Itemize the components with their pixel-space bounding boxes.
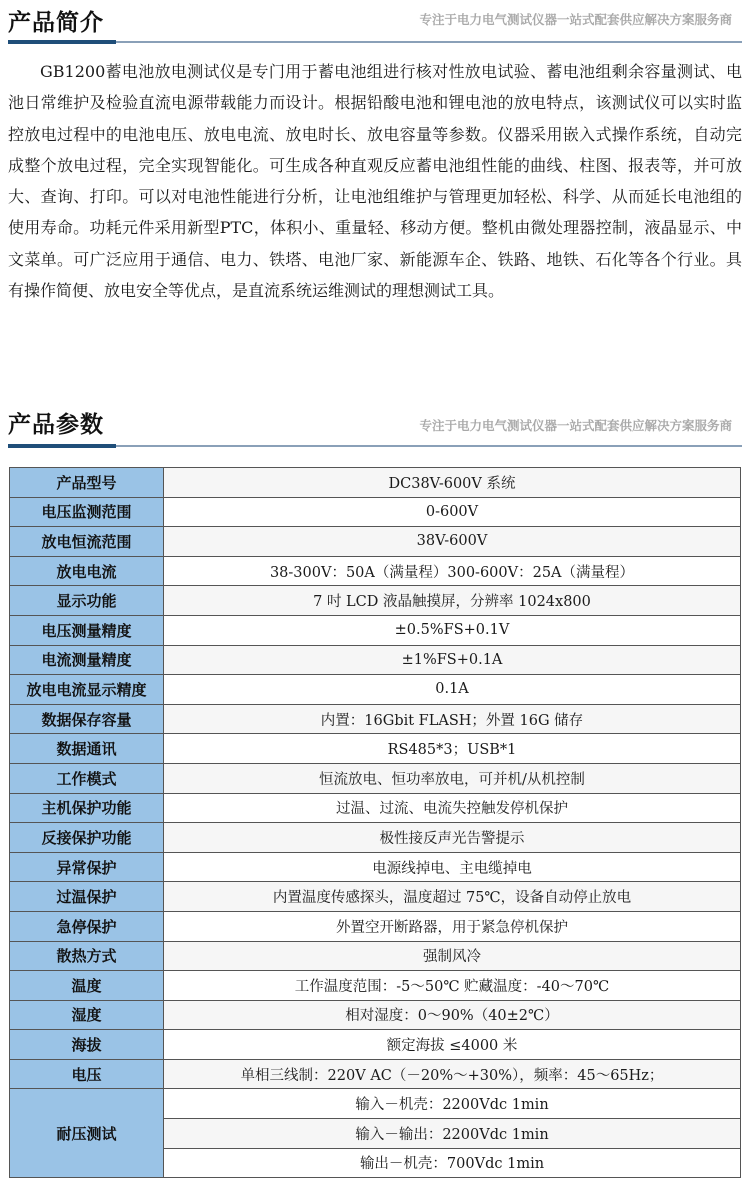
params-tagline: 专注于电力电气测试仪器一站式配套供应解决方案服务商 [419,418,732,433]
table-row [10,911,741,941]
table-row [10,527,741,557]
spec-value: ±1%FS+0.1A [164,645,741,675]
spec-value: DC38V-600V 系统 [164,468,741,498]
table-row [10,1059,741,1089]
table-row [10,497,741,527]
spec-label: 显示功能 [10,586,164,616]
table-row [10,882,741,912]
spec-value: 内置：16Gbit FLASH；外置 16G 储存 [164,704,741,734]
table-row [10,793,741,823]
spec-value-withstand: 输入－输出：2200Vdc 1min [164,1119,741,1149]
spec-value: 38-300V：50A（满量程）300-600V：25A（满量程） [164,556,741,586]
spec-value: 0.1A [164,675,741,705]
spec-label-withstand: 耐压测试 [10,1089,164,1178]
spec-label: 电压监测范围 [10,497,164,527]
spec-value: 恒流放电、恒功率放电，可并机/从机控制 [164,763,741,793]
spec-label: 反接保护功能 [10,823,164,853]
table-row [10,1089,741,1119]
spec-label: 放电恒流范围 [10,527,164,557]
table-row [10,734,741,764]
spec-value: 单相三线制：220V AC（－20%～+30%），频率：45～65Hz； [164,1059,741,1089]
spec-label: 工作模式 [10,763,164,793]
intro-title: 产品简介 [8,10,104,36]
table-row [10,1030,741,1060]
spec-label: 过温保护 [10,882,164,912]
table-row [10,645,741,675]
table-row [10,556,741,586]
intro-tagline: 专注于电力电气测试仪器一站式配套供应解决方案服务商 [419,12,732,27]
table-row [10,763,741,793]
table-row [10,675,741,705]
spec-label: 放电电流 [10,556,164,586]
table-row [10,586,741,616]
spec-value: 极性接反声光告警提示 [164,823,741,853]
spec-table-body [10,468,741,1178]
spec-label: 主机保护功能 [10,793,164,823]
spec-value: 内置温度传感探头，温度超过 75℃，设备自动停止放电 [164,882,741,912]
spec-label: 散热方式 [10,941,164,971]
spec-label: 温度 [10,971,164,1001]
spec-table [9,467,741,1178]
table-row [10,941,741,971]
spec-label: 海拔 [10,1030,164,1060]
spec-value: 外置空开断路器，用于紧急停机保护 [164,911,741,941]
spec-value: 38V-600V [164,527,741,557]
spec-value: 额定海拔 ≤4000 米 [164,1030,741,1060]
intro-divider [8,41,742,43]
spec-value-withstand: 输出－机壳：700Vdc 1min [164,1148,741,1178]
spec-label: 湿度 [10,1000,164,1030]
spec-label: 数据保存容量 [10,704,164,734]
spec-label: 急停保护 [10,911,164,941]
spec-label: 产品型号 [10,468,164,498]
spec-label: 放电电流显示精度 [10,675,164,705]
intro-paragraph: GB1200蓄电池放电测试仪是专门用于蓄电池组进行核对性放电试验、蓄电池组剩余容量测试、电池日常维护及检验直流电源带载能力而设计。根据铅酸电池和锂电池的放电特点，该测试仪可以实时监控放电过程中的电池电压、放电电流、放电时长、放电容量等参数。仪器采用嵌入式操作系统，自动完成整个放电过程，完全实现智能化。可生成各种直观反应蓄电池组性能的曲线、柱图、报表等，并可放大、查询、打印。可以对电池性能进行分析，让电池组维护与管理更加轻松、科学、从而延长电池组的使用寿命。功耗元件采用新型PTC，体积小、重量轻、移动方便。整机由微处理器控制，液晶显示、中文菜单。可广泛应用于通信、电力、铁塔、电池厂家、新能源车企、铁路、地铁、石化等各个行业。具有操作简便、放电安全等优点，是直流系统运维测试的理想测试工具。 [8,62,742,301]
spec-value: 工作温度范围：-5～50℃ 贮藏温度：-40～70℃ [164,971,741,1001]
spec-value: 7 吋 LCD 液晶触摸屏，分辨率 1024x800 [164,586,741,616]
table-row [10,852,741,882]
params-header [0,400,750,446]
spec-value: ±0.5%FS+0.1V [164,615,741,645]
spec-label: 异常保护 [10,852,164,882]
spec-value: 相对湿度：0～90%（40±2℃） [164,1000,741,1030]
table-row [10,1000,741,1030]
intro-header [0,0,750,46]
spec-value: RS485*3；USB*1 [164,734,741,764]
table-row [10,468,741,498]
params-divider [8,445,742,447]
spec-label: 电流测量精度 [10,645,164,675]
spec-value: 电源线掉电、主电缆掉电 [164,852,741,882]
spec-value-withstand: 输入－机壳：2200Vdc 1min [164,1089,741,1119]
spec-label: 电压测量精度 [10,615,164,645]
spec-value: 过温、过流、电流失控触发停机保护 [164,793,741,823]
table-row [10,615,741,645]
params-title: 产品参数 [8,412,104,438]
spec-value: 0-600V [164,497,741,527]
params-divider-accent [8,444,116,448]
table-row [10,971,741,1001]
table-row [10,823,741,853]
spec-label: 电压 [10,1059,164,1089]
spec-value: 强制风冷 [164,941,741,971]
spec-label: 数据通讯 [10,734,164,764]
intro-divider-accent [8,40,116,44]
table-row [10,704,741,734]
